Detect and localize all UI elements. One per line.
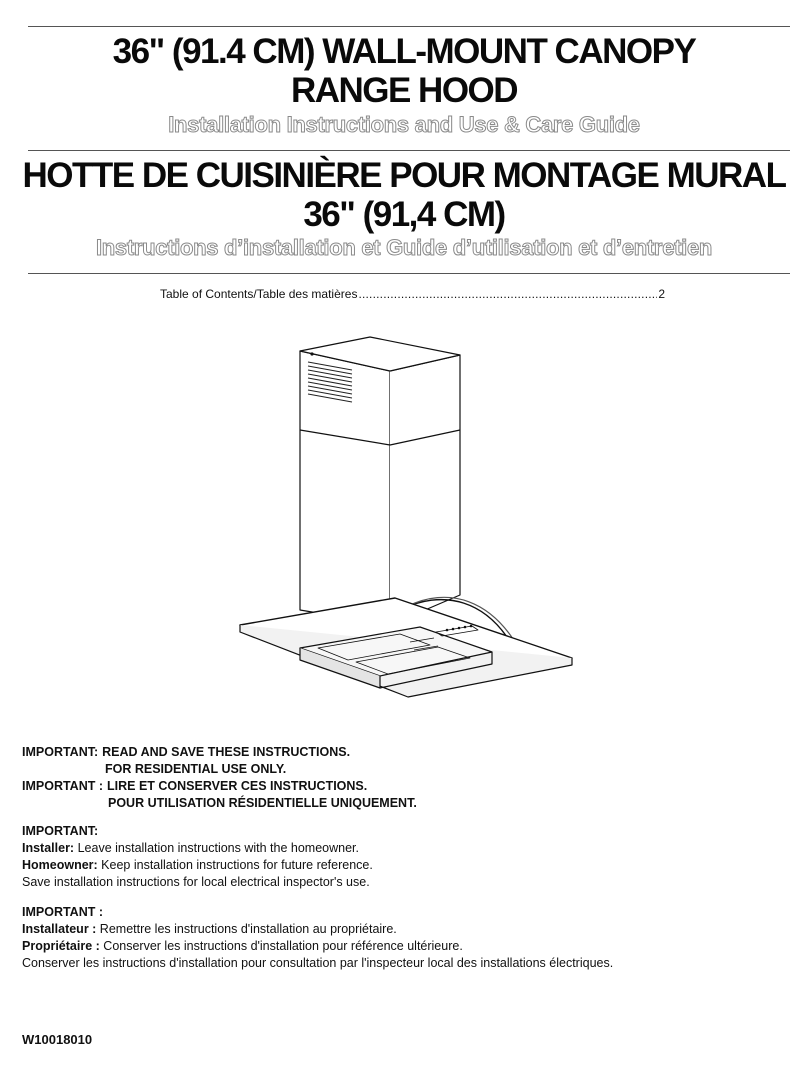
installateur-text: Remettre les instructions d'installation au propriétaire.	[96, 922, 397, 936]
important-english-block	[22, 823, 373, 891]
title-english-line-2: RANGE HOOD	[290, 71, 518, 110]
title-french-line-2: 36" (91,4 CM)	[303, 195, 505, 234]
proprietaire-label: Propriétaire :	[22, 939, 100, 953]
installer-label: Installer:	[22, 841, 75, 855]
homeowner-label: Homeowner:	[22, 858, 98, 872]
important-label-fr: IMPORTANT :	[22, 779, 104, 793]
proprietaire-text: Conserver les instructions d'installation pour référence ultérieure.	[99, 939, 463, 953]
part-number: W10018010	[22, 1032, 93, 1047]
save-instructions-en: Save installation instructions for local electrical inspector's use.	[22, 875, 370, 889]
title-french-line-1: HOTTE DE CUISINIÈRE POUR MONTAGE MURAL	[22, 156, 786, 195]
notice-fr-line-2: POUR UTILISATION RÉSIDENTIELLE UNIQUEMENT.	[108, 796, 417, 810]
toc-label: Table of Contents/Table des matières	[160, 287, 358, 301]
notice-en-line-2: FOR RESIDENTIAL USE ONLY.	[105, 762, 287, 776]
subtitle-french: Instructions d’installation et Guide d’utilisation et d’entretien	[95, 235, 713, 260]
important-en-heading: IMPORTANT:	[22, 824, 99, 838]
installateur-label: Installateur :	[22, 922, 97, 936]
installer-text: Leave installation instructions with the homeowner.	[74, 841, 359, 855]
important-label-en: IMPORTANT:	[22, 745, 99, 759]
save-instructions-fr: Conserver les instructions d'installation pour consultation par l'inspecteur local des installations électriques.	[22, 956, 614, 970]
important-fr-heading: IMPORTANT :	[22, 905, 104, 919]
subtitle-english: Installation Instructions and Use & Care Guide	[168, 112, 640, 137]
toc-page-number: 2	[658, 287, 665, 301]
title-english-line-1: 36" (91.4 CM) WALL-MOUNT CANOPY	[112, 32, 696, 71]
important-notice	[22, 744, 417, 812]
notice-en-line-1: READ AND SAVE THESE INSTRUCTIONS.	[102, 745, 351, 759]
important-french-block	[22, 904, 613, 972]
notice-fr-line-1: LIRE ET CONSERVER CES INSTRUCTIONS.	[107, 779, 368, 793]
homeowner-text: Keep installation instructions for future reference.	[97, 858, 373, 872]
